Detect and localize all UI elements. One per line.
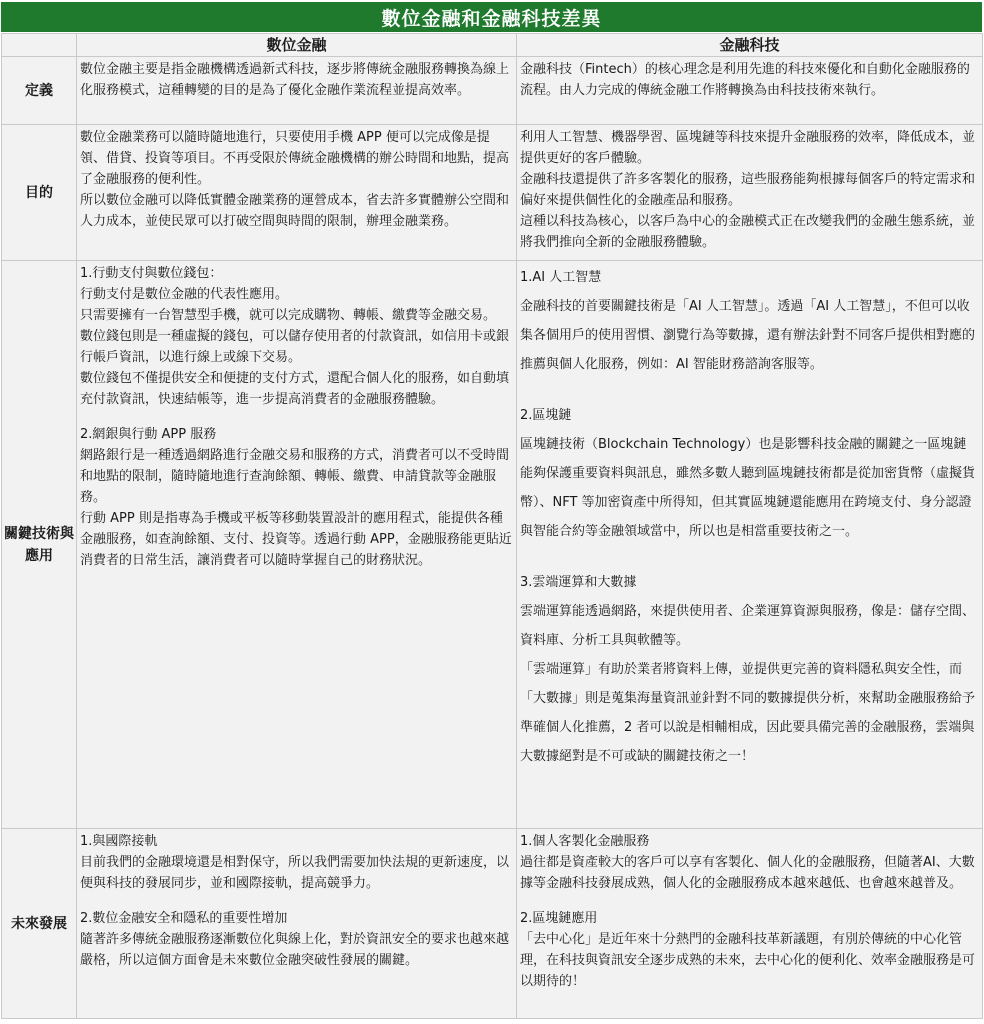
purpose-digital-text: 所以數位金融可以降低實體金融業務的運營成本，省去許多實體辦公空間和人力成本，並使民眾可以打破空間與時間的限制，辦理金融業務。 (80, 193, 510, 229)
definition-digital-text: 數位金融主要是指金融機構透過新式科技，逐步將傳統金融服務轉換為線上化服務模式，這種轉變的目的是為了優化金融作業流程並提高效率。 (80, 62, 510, 98)
definition-fintech-text: 金融科技（Fintech）的核心理念是利用先進的科技來優化和自動化金融服務的流程。由人力完成的傳統金融工作將轉換為由科技技術來執行。 (520, 62, 970, 98)
future-digital (77, 829, 517, 1019)
header-fintech: 金融科技 (517, 34, 983, 57)
section-title: 1.個人客製化金融服務 (520, 834, 650, 849)
section-text: 雲端運算能透過網路，來提供使用者、企業運算資源與服務，像是：儲存空間、資料庫、分析工具與軟體等。 (520, 604, 976, 648)
row-purpose (2, 125, 983, 261)
section-title: 2.網銀與行動 APP 服務 (80, 427, 217, 442)
section-title: 2.區塊鏈 (520, 408, 572, 423)
section-title: 1.AI 人工智慧 (520, 270, 602, 285)
section-text: 「雲端運算」有助於業者將資料上傳，並提供更完善的資料隱私與安全性，而「大數據」則是蒐集海量資訊並針對不同的數據提供分析，來幫助金融服務給予準確個人化推薦，2 者可以說是相輔相成，因此要具備完善的金融服務，雲端與大數據絕對是不可或缺的關鍵技術之一！ (520, 662, 976, 764)
section-text: 行動 APP 則是指專為手機或平板等移動裝置設計的應用程式，能提供各種金融服務，如查詢餘額、支付、投資等。透過行動 APP，金融服務能更貼近消費者的日常生活，讓消費者可以隨時掌握自己的財務狀況。 (80, 511, 512, 568)
purpose-fintech (517, 125, 983, 261)
header-row (2, 34, 983, 57)
section-text: 目前我們的金融環境還是相對保守，所以我們需要加快法規的更新速度，以便與科技的發展同步，並和國際接軌，提高競爭力。 (80, 855, 510, 891)
row-key-tech (2, 261, 983, 829)
section-text: 過往都是資產較大的客戶可以享有客製化、個人化的金融服務，但隨著AI、大數據等金融科技發展成熟，個人化的金融服務成本越來越低、也會越來越普及。 (520, 855, 975, 891)
section-text: 數位錢包則是一種虛擬的錢包，可以儲存使用者的付款資訊，如信用卡或銀行帳戶資訊，以進行線上或線下交易。 (80, 329, 510, 365)
row-label-purpose: 目的 (2, 125, 77, 261)
section-text: 隨著許多傳統金融服務逐漸數位化與線上化，對於資訊安全的要求也越來越嚴格，所以這個方面會是未來數位金融突破性發展的關鍵。 (80, 932, 510, 968)
purpose-fintech-text: 金融科技還提供了許多客製化的服務，這些服務能夠根據每個客戶的特定需求和偏好來提供個性化的金融產品和服務。 (520, 172, 976, 208)
future-fintech (517, 829, 983, 1019)
section-text: 區塊鏈技術（Blockchain Technology）也是影響科技金融的關鍵之一區塊鏈能夠保護重要資料與訊息，雖然多數人聽到區塊鏈技術都是從加密貨幣（虛擬貨幣）、NFT 等加密資產中所得知，但其實區塊鏈還能應用在跨境支付、身分認證與智能合約等金融領域當中，所以也是相當重要技術之一。 (520, 437, 976, 539)
section-text: 「去中心化」是近年來十分熱門的金融科技革新議題，有別於傳統的中心化管理，在科技與資訊安全逐步成熟的未來，去中心化的便利化、效率金融服務是可以期待的！ (520, 932, 976, 989)
section-title: 2.數位金融安全和隱私的重要性增加 (80, 911, 288, 926)
purpose-fintech-text: 這種以科技為核心，以客戶為中心的金融模式正在改變我們的金融生態系統，並將我們推向全新的金融服務體驗。 (520, 214, 976, 250)
purpose-digital-text: 數位金融業務可以隨時隨地進行，只要使用手機 APP 便可以完成像是提領、借貸、投資等項目。不再受限於傳統金融機構的辦公時間和地點，提高了金融服務的便利性。 (80, 130, 510, 187)
definition-digital (77, 57, 517, 125)
row-label-key-tech: 關鍵技術與應用 (2, 261, 77, 829)
purpose-digital (77, 125, 517, 261)
page-title: 數位金融和金融科技差異 (1, 2, 982, 32)
row-label-definition: 定義 (2, 57, 77, 125)
header-digital-finance: 數位金融 (77, 34, 517, 57)
key-tech-fintech (517, 261, 983, 829)
definition-fintech (517, 57, 983, 125)
section-title: 3.雲端運算和大數據 (520, 575, 637, 590)
row-label-future: 未來發展 (2, 829, 77, 1019)
section-title: 2.區塊鏈應用 (520, 911, 598, 926)
section-text: 金融科技的首要關鍵技術是「AI 人工智慧」。透過「AI 人工智慧」，不但可以收集各個用戶的使用習慣、瀏覽行為等數據，還有辦法針對不同客戶提供相對應的推薦與個人化服務，例如：AI 智能財務諮詢客服等。 (520, 299, 976, 372)
section-text: 行動支付是數位金融的代表性應用。 (80, 287, 289, 302)
row-definition (2, 57, 983, 125)
purpose-fintech-text: 利用人工智慧、機器學習、區塊鏈等科技來提升金融服務的效率，降低成本，並提供更好的客戶體驗。 (520, 130, 976, 166)
section-text: 只需要擁有一台智慧型手機，就可以完成購物、轉帳、繳費等金融交易。 (80, 308, 497, 323)
comparison-table (1, 33, 983, 1019)
header-blank (2, 34, 77, 57)
section-title: 1.行動支付與數位錢包： (80, 266, 223, 281)
section-title: 1.與國際接軌 (80, 834, 158, 849)
row-future (2, 829, 983, 1019)
section-text: 網路銀行是一種透過網路進行金融交易和服務的方式，消費者可以不受時間和地點的限制，隨時隨地進行查詢餘額、轉帳、繳費、申請貸款等金融服務。 (80, 448, 510, 505)
section-text: 數位錢包不僅提供安全和便捷的支付方式，還配合個人化的服務，如自動填充付款資訊，快速結帳等，進一步提高消費者的金融服務體驗。 (80, 371, 510, 407)
key-tech-digital (77, 261, 517, 829)
